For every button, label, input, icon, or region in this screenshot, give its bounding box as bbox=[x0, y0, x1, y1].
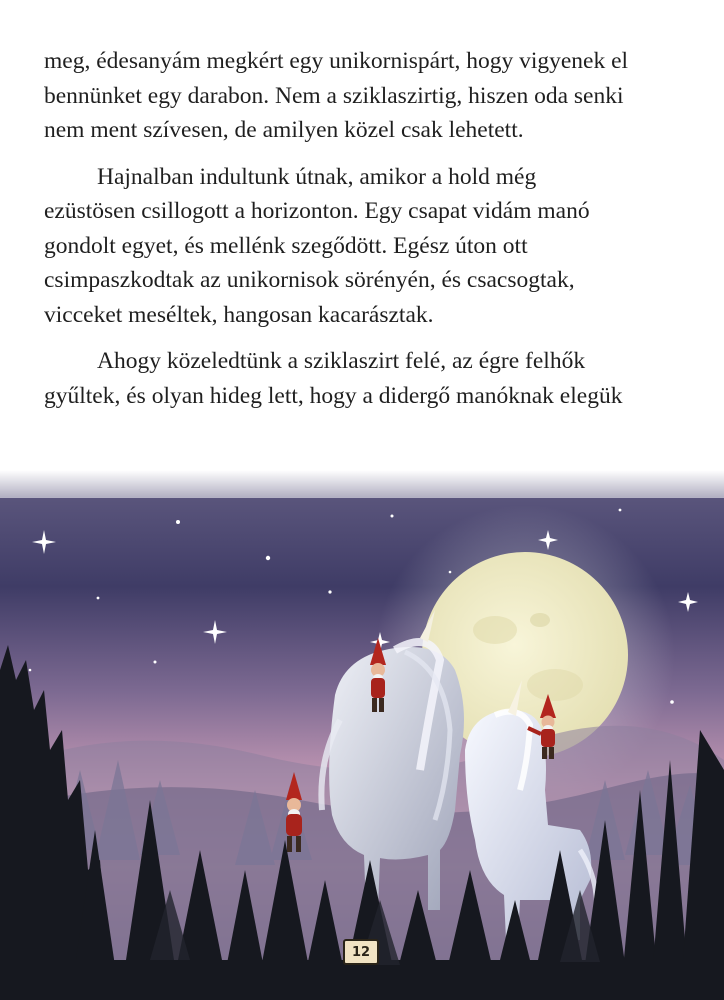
text-line: bennünket egy darabon. Nem a sziklaszirtig, hiszen oda senki bbox=[44, 82, 624, 109]
text-line: ezüstösen csillogott a horizonton. Egy csapat vidám manó bbox=[44, 198, 590, 224]
page-number: 12 bbox=[343, 939, 379, 965]
text-line: Ahogy közeledtünk a sziklaszirt felé, az égre felhők bbox=[97, 348, 586, 374]
unicorn-scene-image bbox=[0, 470, 724, 1000]
text-line: gyűltek, és olyan hideg lett, hogy a didergő manóknak elegük bbox=[44, 382, 623, 409]
text-line: Hajnalban indultunk útnak, amikor a hold még bbox=[97, 163, 537, 190]
text-line: nem ment szívesen, de amilyen közel csak lehetett. bbox=[44, 117, 524, 143]
text-line: vicceket meséltek, hangosan kacarásztak. bbox=[44, 301, 434, 328]
text-line: meg, édesanyám megkért egy unikornispárt, hogy vigyenek el bbox=[44, 48, 629, 74]
paragraph-1 bbox=[44, 44, 694, 148]
text-line: csimpaszkodtak az unikornisok sörényén, és csacsogtak, bbox=[44, 267, 575, 293]
text-line: gondolt egyet, és mellénk szegődött. Egész úton ott bbox=[44, 232, 528, 259]
night-forest-illustration bbox=[0, 470, 724, 1000]
story-text bbox=[44, 44, 694, 425]
paragraph-2 bbox=[44, 160, 694, 333]
paragraph-3 bbox=[44, 344, 694, 413]
